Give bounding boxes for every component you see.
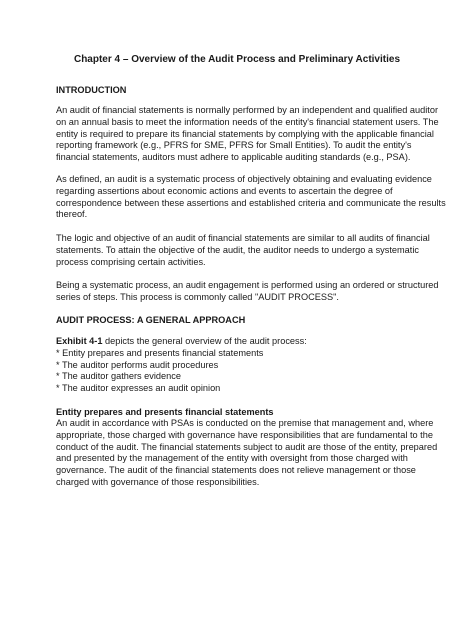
list-item: * The auditor gathers evidence xyxy=(56,371,181,382)
paragraph-intro-2: As defined, an audit is a systematic process of objectively obtaining and evaluating evidence regarding assertions about economic actions and events to ascertain the degree of correspondence between these assertions and established criteria and communicate the results thereof. xyxy=(56,174,446,220)
chapter-title: Chapter 4 – Overview of the Audit Process and Preliminary Activities xyxy=(73,54,401,65)
paragraph-intro-3: The logic and objective of an audit of financial statements are similar to all audits of financial statements. To attain the objective of the audit, the auditor needs to undergo a systematic process comprising certain activities. xyxy=(56,233,430,267)
heading-audit-process: AUDIT PROCESS: A GENERAL APPROACH xyxy=(56,315,246,325)
paragraph-intro-4: Being a systematic process, an audit engagement is performed using an ordered or structured series of steps. This process is commonly called "AUDIT PROCESS". xyxy=(56,280,439,302)
exhibit-list xyxy=(56,336,418,395)
exhibit-intro: Exhibit 4-1 depicts the general overview of the audit process: xyxy=(56,336,307,346)
list-item: * Entity prepares and presents financial statements xyxy=(56,347,264,358)
heading-introduction: INTRODUCTION xyxy=(56,85,127,95)
paragraph-intro-1: An audit of financial statements is normally performed by an independent and qualified auditor on an annual basis to meet the information needs of the entity's financial statement users. The entity is required to prepare its financial statements by complying with the applicable financial reporting framework (e.g., PFRS for SME, PFRS for Small Entities). To audit the entity's financial statements, auditors must adhere to applicable auditing standards (e.g., PSA). xyxy=(56,105,439,163)
list-item: * The auditor expresses an audit opinion xyxy=(56,383,221,394)
paragraph-entity: An audit in accordance with PSAs is conducted on the premise that management and, where appropriate, those charged with governance have responsibilities that are fundamental to the conduct of the audit. The financial statements subject to audit are those of the entity, prepared and presented by the management of the entity with oversight from those charged with governance. The audit of the financial statements does not relieve management or those charged with governance of those responsibilities. xyxy=(56,418,438,487)
heading-entity-prepares: Entity prepares and presents financial statements xyxy=(56,407,274,417)
list-item: * The auditor performs audit procedures xyxy=(56,359,219,370)
